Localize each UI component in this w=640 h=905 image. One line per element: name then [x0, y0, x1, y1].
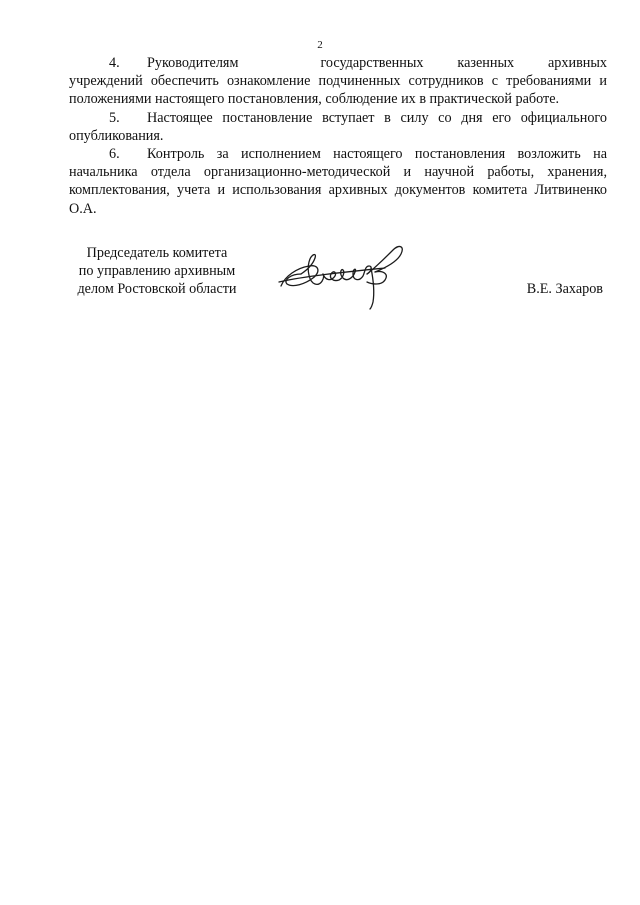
page-number: 2 — [317, 39, 323, 51]
handwritten-signature — [275, 238, 415, 310]
signer-position-line: по управлению архивным — [78, 263, 236, 280]
paragraph-lead: Руководителям — [147, 55, 239, 71]
signer-position-line: Председатель комитета — [86, 245, 228, 261]
paragraph-text: Контроль за исполнением настоящего постановления возложить на начальника отдела организационно-методической и научной работы, хранения, комплектования, учета и использования архивных документов комитета Литвиненко О.А. — [69, 146, 607, 217]
paragraph-number: 5. — [109, 109, 120, 126]
paragraph-number: 4. — [109, 55, 120, 71]
paragraph-5 — [69, 109, 607, 145]
document-body — [69, 54, 607, 218]
signer-position — [69, 244, 245, 299]
paragraph-4 — [69, 54, 607, 109]
signer-name: В.Е. Захаров — [526, 281, 603, 297]
paragraph-6 — [69, 145, 607, 218]
paragraph-text: Настоящее постановление вступает в силу со дня его официального опубликования. — [69, 109, 607, 144]
signature-block — [69, 244, 607, 324]
signer-position-line: делом Ростовской области — [77, 281, 237, 298]
paragraph-text: государственных казенных архивных учреждений обеспечить ознакомление подчиненных сотрудников с требованиями и положениями настоящего постановления, соблюдение их в практической работе. — [69, 55, 607, 108]
paragraph-number: 6. — [109, 146, 120, 163]
